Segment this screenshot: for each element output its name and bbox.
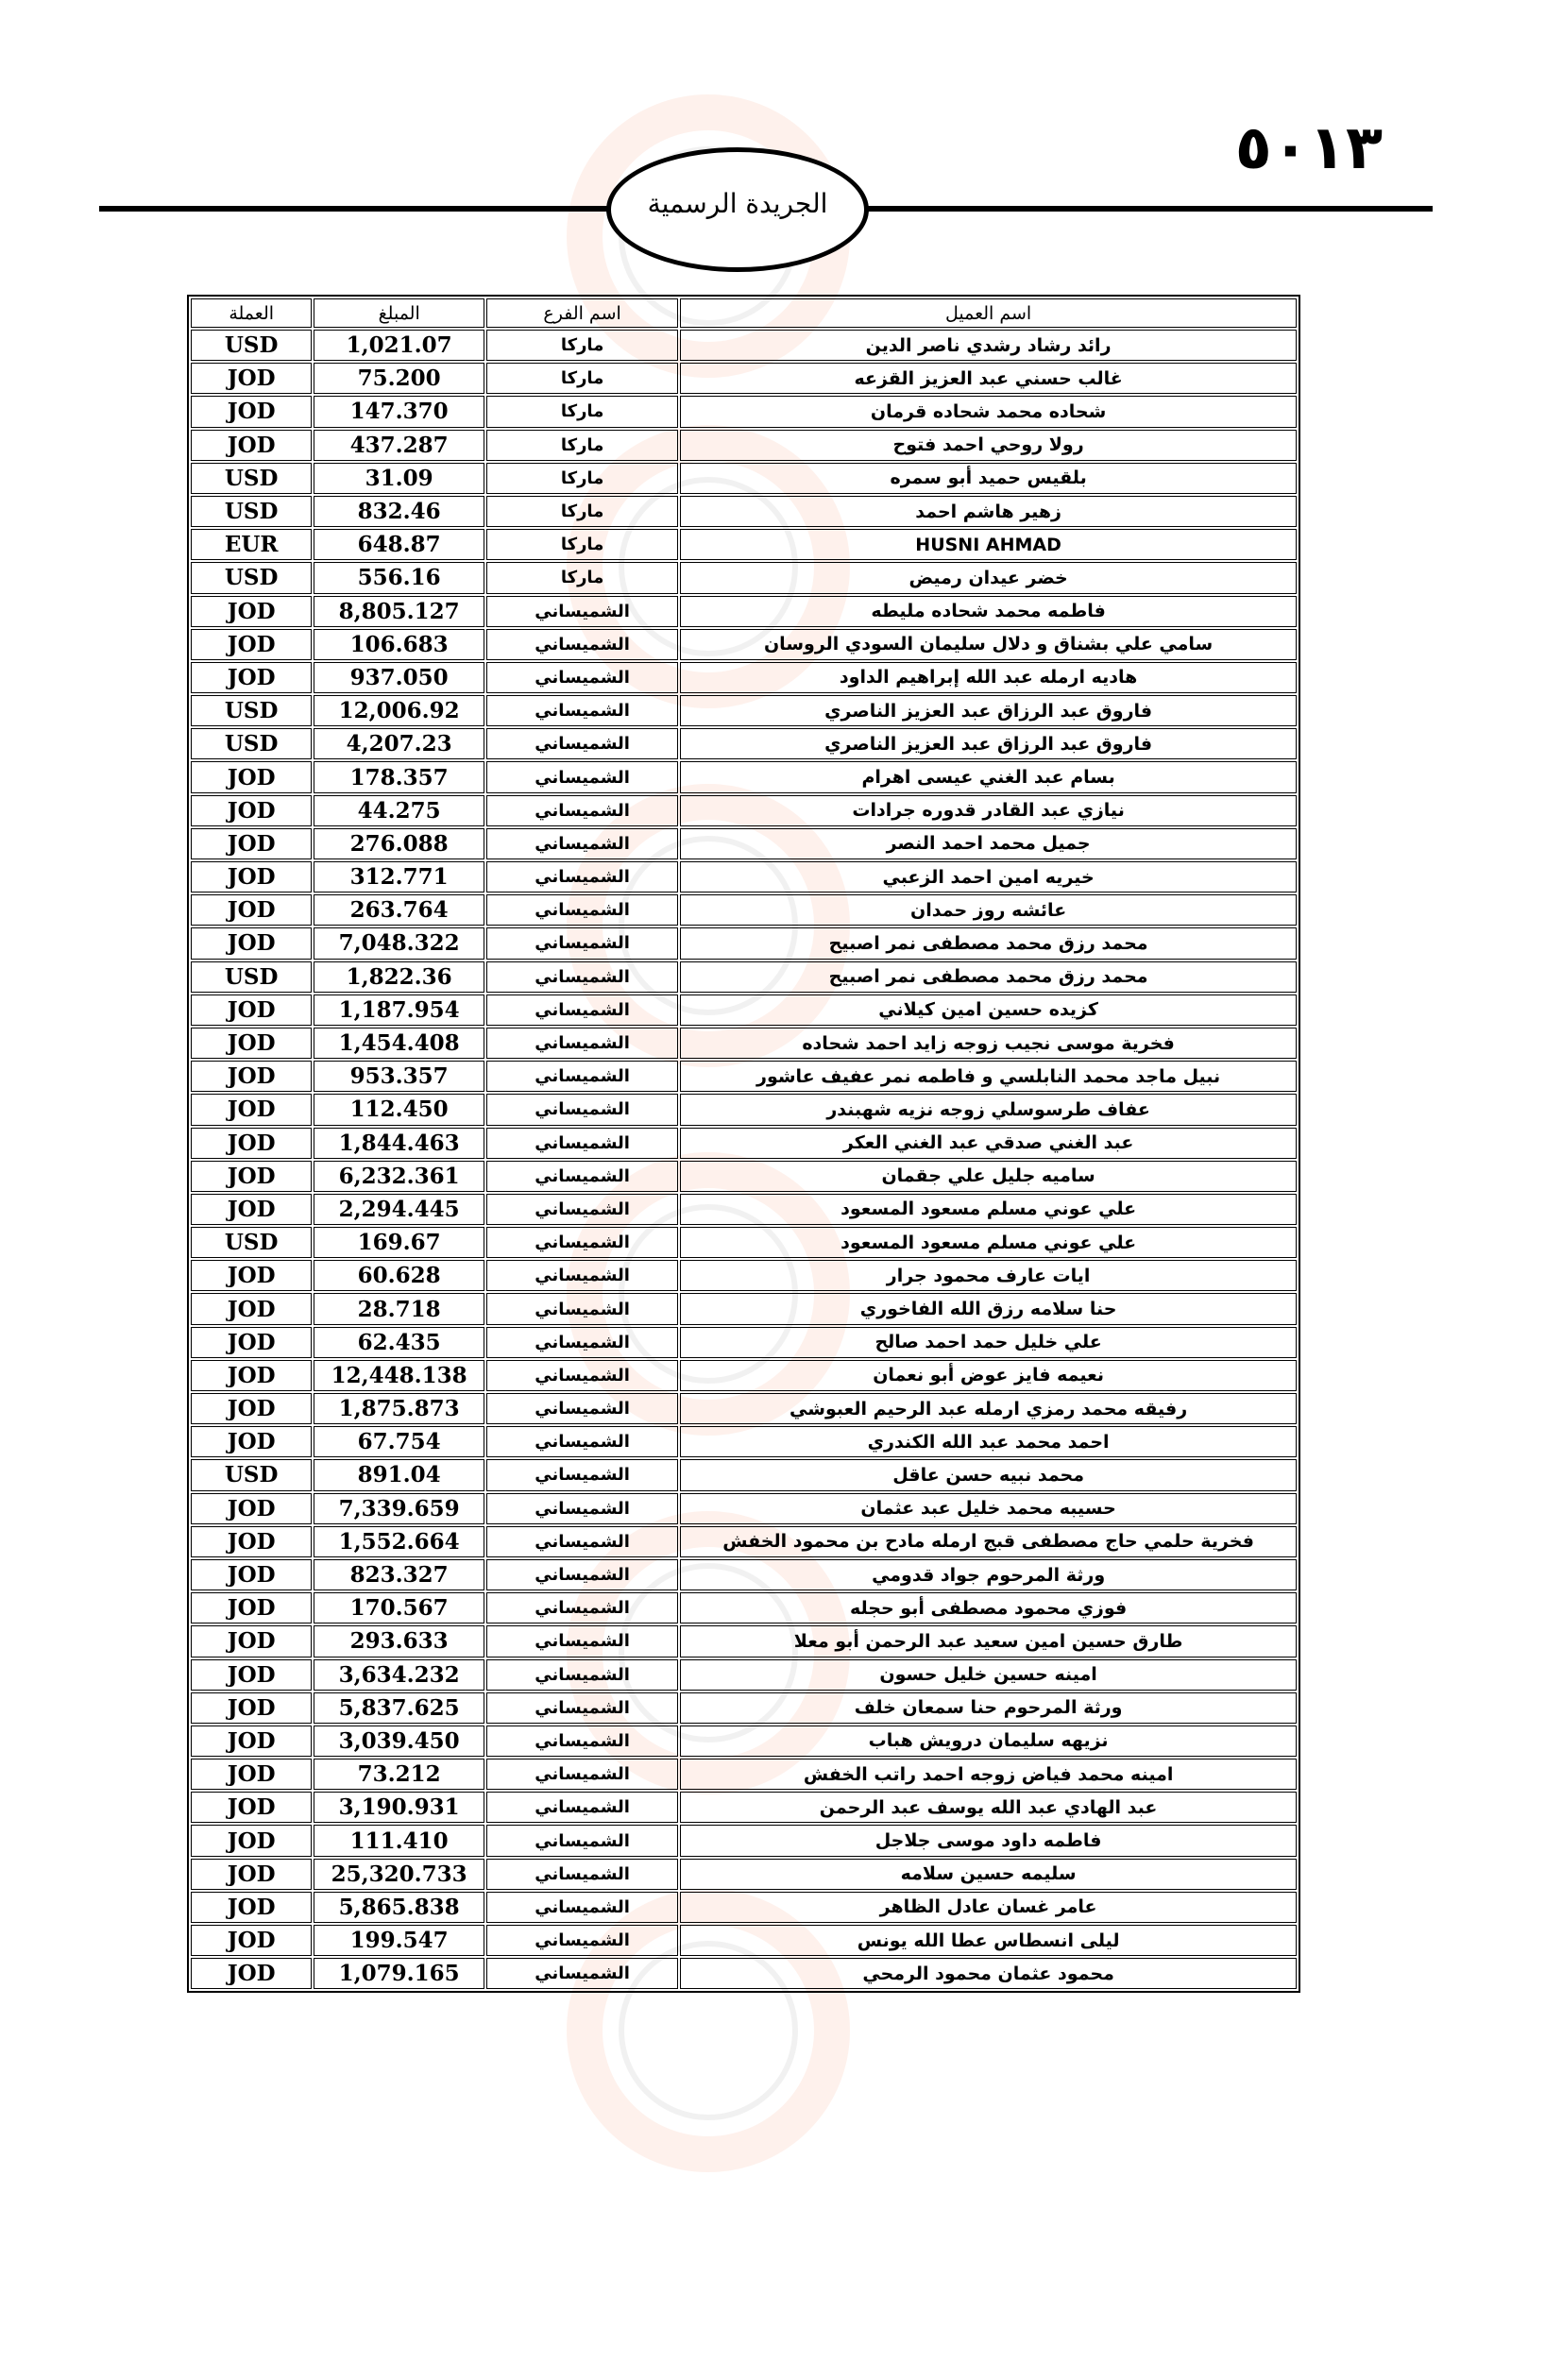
customer-name-cell: عامر غسان عادل الظاهر xyxy=(680,1892,1297,1923)
customer-name-cell: نزيهه سليمان درويش هباب xyxy=(680,1726,1297,1757)
customer-name-cell: غالب حسني عبد العزيز القزعه xyxy=(680,363,1297,394)
branch-name-cell: الشميساني xyxy=(486,1759,678,1790)
currency-cell: JOD xyxy=(191,629,312,660)
currency-cell: JOD xyxy=(191,596,312,627)
currency-cell: JOD xyxy=(191,662,312,693)
currency-cell: JOD xyxy=(191,1859,312,1890)
customer-name-cell: محمود عثمان محمود الرمحي xyxy=(680,1958,1297,1989)
amount-cell: 823.327 xyxy=(314,1559,484,1590)
currency-cell: JOD xyxy=(191,1061,312,1092)
branch-name-cell: ماركا xyxy=(486,330,678,361)
customer-name-cell: HUSNI AHMAD xyxy=(680,529,1297,560)
customer-name-cell: رائد رشاد رشدي ناصر الدين xyxy=(680,330,1297,361)
currency-cell: JOD xyxy=(191,1194,312,1225)
currency-cell: USD xyxy=(191,496,312,527)
branch-name-cell: الشميساني xyxy=(486,994,678,1026)
branch-name-cell: الشميساني xyxy=(486,1260,678,1291)
table-row xyxy=(191,1526,1297,1557)
amount-cell: 12,448.138 xyxy=(314,1360,484,1391)
branch-name-cell: ماركا xyxy=(486,396,678,427)
amount-cell: 1,844.463 xyxy=(314,1128,484,1159)
customer-name-cell: نيازي عبد القادر قدوره جرادات xyxy=(680,795,1297,826)
customer-name-cell: عبد الغني صدقي عبد الغني العكر xyxy=(680,1128,1297,1159)
currency-cell: JOD xyxy=(191,1726,312,1757)
branch-name-cell: الشميساني xyxy=(486,1526,678,1557)
table-row xyxy=(191,1692,1297,1724)
amount-cell: 1,021.07 xyxy=(314,330,484,361)
branch-name-cell: الشميساني xyxy=(486,1293,678,1324)
amount-cell: 953.357 xyxy=(314,1061,484,1092)
customer-name-cell: كزيده حسين امين كيلاني xyxy=(680,994,1297,1026)
amount-cell: 73.212 xyxy=(314,1759,484,1790)
currency-cell: USD xyxy=(191,463,312,494)
currency-cell: JOD xyxy=(191,1493,312,1524)
branch-name-cell: الشميساني xyxy=(486,1028,678,1059)
customer-name-cell: امينه محمد فياض زوجه احمد راتب الخفش xyxy=(680,1759,1297,1790)
currency-cell: JOD xyxy=(191,1028,312,1059)
table-row xyxy=(191,1327,1297,1358)
table-row xyxy=(191,1892,1297,1923)
customer-name-cell: فاطمه داود موسى جلاجل xyxy=(680,1825,1297,1856)
amount-cell: 648.87 xyxy=(314,529,484,560)
table-row xyxy=(191,1426,1297,1457)
amount-cell: 3,039.450 xyxy=(314,1726,484,1757)
table-row xyxy=(191,1859,1297,1890)
customer-name-cell: احمد محمد عبد الله الكندري xyxy=(680,1426,1297,1457)
currency-cell: JOD xyxy=(191,994,312,1026)
branch-name-cell: الشميساني xyxy=(486,1592,678,1624)
amount-cell: 199.547 xyxy=(314,1925,484,1956)
amount-cell: 31.09 xyxy=(314,463,484,494)
customer-name-cell: هاديه ارمله عبد الله إبراهيم الداود xyxy=(680,662,1297,693)
branch-name-cell: الشميساني xyxy=(486,927,678,959)
customer-name-cell: محمد رزق محمد مصطفى نمر اصبيح xyxy=(680,927,1297,959)
table-row xyxy=(191,1958,1297,1989)
table-row xyxy=(191,1061,1297,1092)
customer-name-cell: شحاده محمد شحاده قرمان xyxy=(680,396,1297,427)
branch-name-cell: الشميساني xyxy=(486,1459,678,1490)
customer-name-cell: محمد رزق محمد مصطفى نمر اصبيح xyxy=(680,961,1297,993)
customer-name-cell: فاروق عبد الرزاق عبد العزيز الناصري xyxy=(680,728,1297,759)
amount-cell: 12,006.92 xyxy=(314,695,484,726)
customer-name-cell: نعيمه فايز عوض أبو نعمان xyxy=(680,1360,1297,1391)
branch-name-cell: الشميساني xyxy=(486,629,678,660)
page-number: ٥٠١٣ xyxy=(1234,113,1383,183)
amount-cell: 1,454.408 xyxy=(314,1028,484,1059)
customer-name-cell: خيريه امين احمد الزعبي xyxy=(680,861,1297,892)
amount-cell: 276.088 xyxy=(314,828,484,859)
customer-name-cell: ورثة المرحوم جواد قدومي xyxy=(680,1559,1297,1590)
currency-cell: JOD xyxy=(191,430,312,461)
currency-cell: JOD xyxy=(191,1360,312,1391)
table-row xyxy=(191,629,1297,660)
table-row xyxy=(191,828,1297,859)
table-row xyxy=(191,795,1297,826)
table-row xyxy=(191,1493,1297,1524)
table-row xyxy=(191,1260,1297,1291)
branch-name-cell: ماركا xyxy=(486,529,678,560)
currency-cell: JOD xyxy=(191,1094,312,1125)
amount-cell: 67.754 xyxy=(314,1426,484,1457)
currency-cell: JOD xyxy=(191,1327,312,1358)
amount-cell: 263.764 xyxy=(314,894,484,926)
customer-name-cell: بسام عبد الغني عيسى اهرام xyxy=(680,761,1297,792)
customer-name-cell: ايات عارف محمود جرار xyxy=(680,1260,1297,1291)
table-row xyxy=(191,728,1297,759)
amount-cell: 7,339.659 xyxy=(314,1493,484,1524)
branch-name-cell: الشميساني xyxy=(486,1061,678,1092)
table-row xyxy=(191,1459,1297,1490)
amount-cell: 28.718 xyxy=(314,1293,484,1324)
table-row xyxy=(191,1360,1297,1391)
customer-name-cell: حسيبه محمد خليل عبد عثمان xyxy=(680,1493,1297,1524)
table-row xyxy=(191,761,1297,792)
currency-cell: JOD xyxy=(191,1293,312,1324)
customer-name-cell: سامي علي بشناق و دلال سليمان السودي الروسان xyxy=(680,629,1297,660)
branch-name-cell: الشميساني xyxy=(486,596,678,627)
currency-cell: USD xyxy=(191,728,312,759)
branch-name-cell: ماركا xyxy=(486,363,678,394)
column-header-currency: العملة xyxy=(191,298,312,328)
amount-cell: 60.628 xyxy=(314,1260,484,1291)
customer-name-cell: علي خليل حمد احمد صالح xyxy=(680,1327,1297,1358)
table-row xyxy=(191,1726,1297,1757)
amount-cell: 5,837.625 xyxy=(314,1692,484,1724)
currency-cell: USD xyxy=(191,562,312,593)
currency-cell: JOD xyxy=(191,927,312,959)
table-row xyxy=(191,1825,1297,1856)
amount-cell: 178.357 xyxy=(314,761,484,792)
header-title-oval xyxy=(606,147,869,272)
amount-cell: 6,232.361 xyxy=(314,1161,484,1192)
amount-cell: 62.435 xyxy=(314,1327,484,1358)
customer-name-cell: ليلى انسطاس عطا الله يونس xyxy=(680,1925,1297,1956)
branch-name-cell: الشميساني xyxy=(486,728,678,759)
branch-name-cell: الشميساني xyxy=(486,894,678,926)
branch-name-cell: الشميساني xyxy=(486,662,678,693)
branch-name-cell: الشميساني xyxy=(486,1659,678,1691)
branch-name-cell: الشميساني xyxy=(486,761,678,792)
customer-name-cell: سليمه حسين سلامه xyxy=(680,1859,1297,1890)
customer-balances-table xyxy=(187,295,1300,1993)
currency-cell: JOD xyxy=(191,761,312,792)
table-row xyxy=(191,894,1297,926)
amount-cell: 437.287 xyxy=(314,430,484,461)
table-row xyxy=(191,1194,1297,1225)
table-row xyxy=(191,1559,1297,1590)
table-row xyxy=(191,1592,1297,1624)
branch-name-cell: الشميساني xyxy=(486,795,678,826)
branch-name-cell: الشميساني xyxy=(486,1094,678,1125)
amount-cell: 106.683 xyxy=(314,629,484,660)
table-row xyxy=(191,330,1297,361)
branch-name-cell: الشميساني xyxy=(486,828,678,859)
branch-name-cell: الشميساني xyxy=(486,1161,678,1192)
amount-cell: 312.771 xyxy=(314,861,484,892)
currency-cell: JOD xyxy=(191,894,312,926)
customer-name-cell: جميل محمد احمد النصر xyxy=(680,828,1297,859)
table-row xyxy=(191,662,1297,693)
currency-cell: JOD xyxy=(191,1659,312,1691)
table-row xyxy=(191,1293,1297,1324)
amount-cell: 2,294.445 xyxy=(314,1194,484,1225)
amount-cell: 112.450 xyxy=(314,1094,484,1125)
amount-cell: 1,875.873 xyxy=(314,1393,484,1424)
branch-name-cell: الشميساني xyxy=(486,1194,678,1225)
table-row xyxy=(191,430,1297,461)
customer-name-cell: رفيقه محمد رمزي ارمله عبد الرحيم العبوشي xyxy=(680,1393,1297,1424)
currency-cell: JOD xyxy=(191,1792,312,1823)
table-row xyxy=(191,1393,1297,1424)
currency-cell: JOD xyxy=(191,1692,312,1724)
amount-cell: 8,805.127 xyxy=(314,596,484,627)
customer-name-cell: نبيل ماجد محمد النابلسي و فاطمه نمر عفيف عاشور xyxy=(680,1061,1297,1092)
table-row xyxy=(191,1028,1297,1059)
currency-cell: USD xyxy=(191,330,312,361)
customer-name-cell: زهير هاشم احمد xyxy=(680,496,1297,527)
table-row xyxy=(191,1759,1297,1790)
branch-name-cell: الشميساني xyxy=(486,1360,678,1391)
customer-name-cell: علي عوني مسلم مسعود المسعود xyxy=(680,1227,1297,1258)
table-row xyxy=(191,994,1297,1026)
table-row xyxy=(191,1925,1297,1956)
table-row xyxy=(191,927,1297,959)
column-header-amount: المبلغ xyxy=(314,298,484,328)
amount-cell: 1,079.165 xyxy=(314,1958,484,1989)
branch-name-cell: الشميساني xyxy=(486,1859,678,1890)
branch-name-cell: ماركا xyxy=(486,430,678,461)
branch-name-cell: الشميساني xyxy=(486,1825,678,1856)
customer-name-cell: عائشه روز حمدان xyxy=(680,894,1297,926)
table-row xyxy=(191,463,1297,494)
customer-name-cell: ورثة المرحوم حنا سمعان خلف xyxy=(680,1692,1297,1724)
amount-cell: 1,187.954 xyxy=(314,994,484,1026)
amount-cell: 4,207.23 xyxy=(314,728,484,759)
currency-cell: JOD xyxy=(191,363,312,394)
customer-name-cell: رولا روحي احمد فتوح xyxy=(680,430,1297,461)
table-row xyxy=(191,1792,1297,1823)
table-header-row xyxy=(191,298,1297,328)
amount-cell: 937.050 xyxy=(314,662,484,693)
customer-name-cell: عفاف طرسوسلي زوجه نزيه شهبندر xyxy=(680,1094,1297,1125)
table-row xyxy=(191,363,1297,394)
currency-cell: JOD xyxy=(191,1958,312,1989)
customer-name-cell: علي عوني مسلم مسعود المسعود xyxy=(680,1194,1297,1225)
table-row xyxy=(191,1128,1297,1159)
branch-name-cell: الشميساني xyxy=(486,1892,678,1923)
amount-cell: 556.16 xyxy=(314,562,484,593)
customer-name-cell: حنا سلامه رزق الله الفاخوري xyxy=(680,1293,1297,1324)
branch-name-cell: الشميساني xyxy=(486,1227,678,1258)
customer-name-cell: عبد الهادي عبد الله يوسف عبد الرحمن xyxy=(680,1792,1297,1823)
table-row xyxy=(191,396,1297,427)
branch-name-cell: الشميساني xyxy=(486,1493,678,1524)
currency-cell: JOD xyxy=(191,1260,312,1291)
customer-name-cell: فاروق عبد الرزاق عبد العزيز الناصري xyxy=(680,695,1297,726)
branch-name-cell: الشميساني xyxy=(486,1559,678,1590)
amount-cell: 169.67 xyxy=(314,1227,484,1258)
column-header-name: اسم العميل xyxy=(680,298,1297,328)
currency-cell: JOD xyxy=(191,1759,312,1790)
amount-cell: 3,634.232 xyxy=(314,1659,484,1691)
amount-cell: 7,048.322 xyxy=(314,927,484,959)
branch-name-cell: الشميساني xyxy=(486,861,678,892)
table-row xyxy=(191,1227,1297,1258)
branch-name-cell: الشميساني xyxy=(486,1792,678,1823)
branch-name-cell: الشميساني xyxy=(486,1692,678,1724)
branch-name-cell: الشميساني xyxy=(486,1393,678,1424)
currency-cell: JOD xyxy=(191,1892,312,1923)
customer-name-cell: محمد نبيه حسن عاقل xyxy=(680,1459,1297,1490)
currency-cell: JOD xyxy=(191,795,312,826)
table-row xyxy=(191,1161,1297,1192)
amount-cell: 75.200 xyxy=(314,363,484,394)
branch-name-cell: الشميساني xyxy=(486,1726,678,1757)
currency-cell: JOD xyxy=(191,396,312,427)
currency-cell: JOD xyxy=(191,1925,312,1956)
customer-name-cell: بلقيس حميد أبو سمره xyxy=(680,463,1297,494)
table-row xyxy=(191,1659,1297,1691)
amount-cell: 5,865.838 xyxy=(314,1892,484,1923)
branch-name-cell: الشميساني xyxy=(486,1128,678,1159)
table-row xyxy=(191,961,1297,993)
amount-cell: 3,190.931 xyxy=(314,1792,484,1823)
currency-cell: JOD xyxy=(191,1825,312,1856)
amount-cell: 25,320.733 xyxy=(314,1859,484,1890)
amount-cell: 1,822.36 xyxy=(314,961,484,993)
customer-name-cell: امينه حسين خليل حسون xyxy=(680,1659,1297,1691)
currency-cell: JOD xyxy=(191,1526,312,1557)
amount-cell: 44.275 xyxy=(314,795,484,826)
amount-cell: 111.410 xyxy=(314,1825,484,1856)
currency-cell: JOD xyxy=(191,1625,312,1657)
amount-cell: 147.370 xyxy=(314,396,484,427)
currency-cell: USD xyxy=(191,695,312,726)
currency-cell: JOD xyxy=(191,1426,312,1457)
customer-name-cell: طارق حسين امين سعيد عبد الرحمن أبو معلا xyxy=(680,1625,1297,1657)
branch-name-cell: ماركا xyxy=(486,562,678,593)
currency-cell: EUR xyxy=(191,529,312,560)
customer-name-cell: فخرية موسى نجيب زوجه زايد احمد شحاده xyxy=(680,1028,1297,1059)
table-row xyxy=(191,695,1297,726)
amount-cell: 1,552.664 xyxy=(314,1526,484,1557)
amount-cell: 293.633 xyxy=(314,1625,484,1657)
customer-name-cell: فوزي محمود مصطفى أبو حجله xyxy=(680,1592,1297,1624)
customer-name-cell: فخرية حلمي حاج مصطفى قبج ارمله مادح بن محمود الخفش xyxy=(680,1526,1297,1557)
table-row xyxy=(191,596,1297,627)
currency-cell: JOD xyxy=(191,828,312,859)
table-row xyxy=(191,1625,1297,1657)
amount-cell: 891.04 xyxy=(314,1459,484,1490)
currency-cell: JOD xyxy=(191,1559,312,1590)
currency-cell: JOD xyxy=(191,1393,312,1424)
table-row xyxy=(191,1094,1297,1125)
branch-name-cell: الشميساني xyxy=(486,1327,678,1358)
amount-cell: 832.46 xyxy=(314,496,484,527)
table-row xyxy=(191,496,1297,527)
table-row xyxy=(191,529,1297,560)
currency-cell: USD xyxy=(191,961,312,993)
branch-name-cell: ماركا xyxy=(486,463,678,494)
branch-name-cell: الشميساني xyxy=(486,961,678,993)
branch-name-cell: الشميساني xyxy=(486,1426,678,1457)
currency-cell: JOD xyxy=(191,861,312,892)
branch-name-cell: الشميساني xyxy=(486,1925,678,1956)
branch-name-cell: ماركا xyxy=(486,496,678,527)
currency-cell: JOD xyxy=(191,1128,312,1159)
table-row xyxy=(191,562,1297,593)
column-header-branch: اسم الفرع xyxy=(486,298,678,328)
customer-name-cell: خضر عيدان رميض xyxy=(680,562,1297,593)
branch-name-cell: الشميساني xyxy=(486,1958,678,1989)
currency-cell: USD xyxy=(191,1459,312,1490)
amount-cell: 170.567 xyxy=(314,1592,484,1624)
currency-cell: JOD xyxy=(191,1592,312,1624)
customer-name-cell: ساميه جليل علي جقمان xyxy=(680,1161,1297,1192)
customer-name-cell: فاطمه محمد شحاده مليطه xyxy=(680,596,1297,627)
branch-name-cell: الشميساني xyxy=(486,695,678,726)
currency-cell: JOD xyxy=(191,1161,312,1192)
table-row xyxy=(191,861,1297,892)
branch-name-cell: الشميساني xyxy=(486,1625,678,1657)
publication-title: الجريدة الرسمية xyxy=(647,187,828,219)
currency-cell: USD xyxy=(191,1227,312,1258)
